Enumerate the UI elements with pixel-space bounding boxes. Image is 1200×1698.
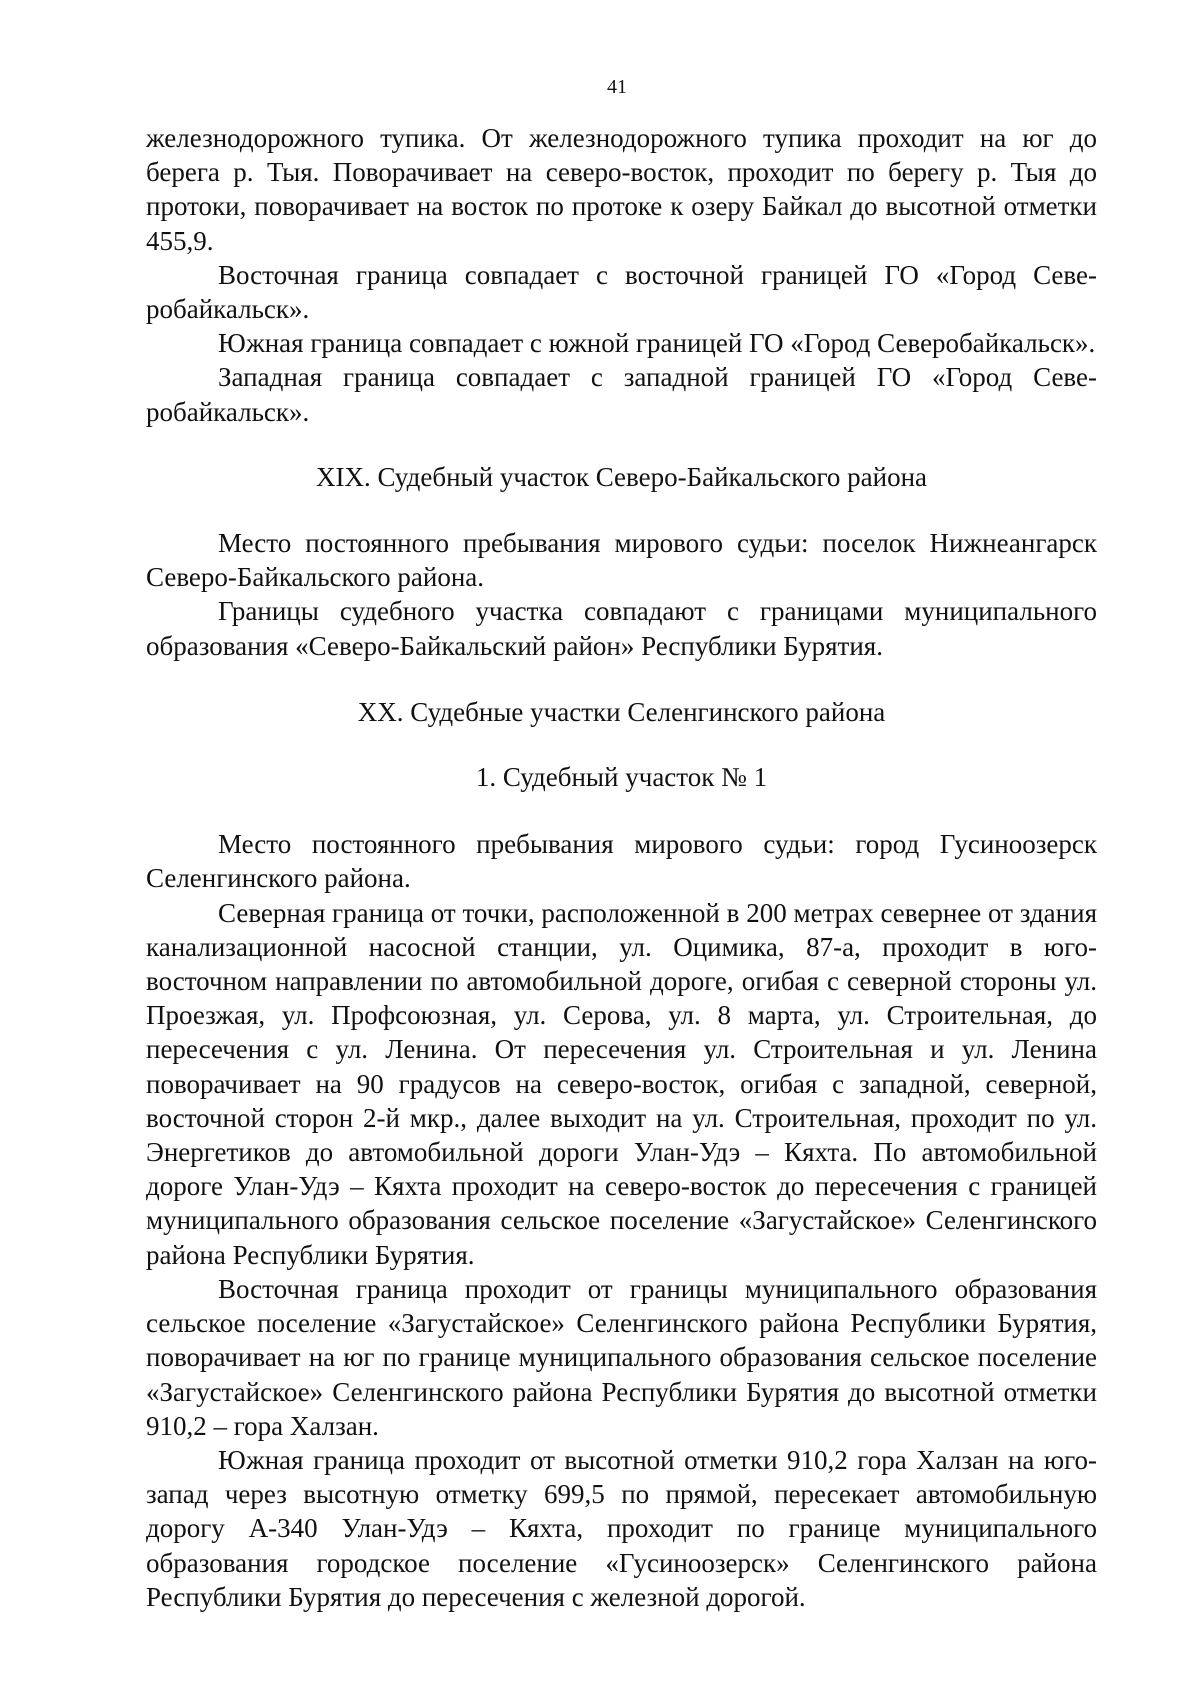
paragraph-south-border: Южная граница совпадает с южной границей ГО «Город Северобайкальск». (218, 328, 1096, 359)
paragraph-east-border: Восточная граница совпадает с восточной границей ГО «Город Северобайкальск». (146, 259, 1097, 325)
paragraph-east-border-xx: Восточная граница проходит от границы муниципального образования сельское поселение «Загустайское» Селенгинского района Республики Бурятия, поворачивает на юг по границе муниципального образования сельское поселение «Загустайское» Селенгинского района Республики Бурятия до высотной отметки 910,2 – гора Халзан. (146, 1273, 1097, 1441)
paragraph-railway-dead-end: железнодорожного тупика. От железнодорожного тупика проходит на юг до берега р. Тыя. Поворачивает на северо-восток, проходит по берегу р. Тыя до протоки, поворачивает на восток по протоке к озеру Байкал до высотной отметки 455,9. (146, 123, 1097, 256)
document-body (146, 121, 1097, 1614)
subsection-heading-district-1: 1. Судебный участок № 1 (475, 762, 768, 793)
page-number: 41 (607, 76, 627, 98)
section-heading-xx: XX. Судебные участки Селенгинского района (357, 696, 886, 727)
section-heading-xix: XIX. Судебный участок Северо-Байкальского района (315, 461, 928, 492)
paragraph-district-borders-xix: Границы судебного участка совпадают с границами муниципального образования «Северо-Байкальский район» Республики Бурятия. (146, 596, 1097, 661)
paragraph-north-border-xx: Северная граница от точки, расположенной в 200 метрах севернее от здания канализационной насосной станции, ул. Оцимика, 87-а, проходит в юго-восточном направлении по автомобильной дороге, огибая с северной стороны ул. Проезжая, ул. Профсоюзная, ул. Серова, ул. 8 марта, ул. Строительная, до пересечения с ул. Ленина. От пересечения ул. Строительная и ул. Ленина поворачивает на 90 градусов на северо-восток, огибая с западной, северной, восточной сторон 2-й мкр., далее выходит на ул. Строительная, проходит по ул. Энергетиков до автомобильной дороги Улан-Удэ – Кяхта. По автомобильной дороге Улан-Удэ – Кяхта проходит на северо-восток до пересечения с границей муниципального образования сельское поселение «Загустайское» Селенгинского района Республики Бурятия. (146, 897, 1097, 1270)
paragraph-judge-residence-xix: Место постоянного пребывания мирового судьи: поселок Нижнеангарск Северо-Байкальского района. (146, 528, 1097, 593)
paragraph-west-border: Западная граница совпадает с западной границей ГО «Город Северобайкальск». (146, 362, 1097, 427)
paragraph-south-border-xx: Южная граница проходит от высотной отметки 910,2 гора Халзан на юго-запад через высотную отметку 699,5 по прямой, пересекает автомобильную дорогу А-340 Улан-Удэ – Кяхта, проходит по границе муниципального образования городское поселение «Гусиноозерск» Селенгинского района Республики Бурятия до пересечения с железной дорогой. (146, 1444, 1097, 1612)
paragraph-judge-residence-xx: Место постоянного пребывания мирового судьи: город Гусиноозерск Селенгинского района. (146, 829, 1097, 894)
